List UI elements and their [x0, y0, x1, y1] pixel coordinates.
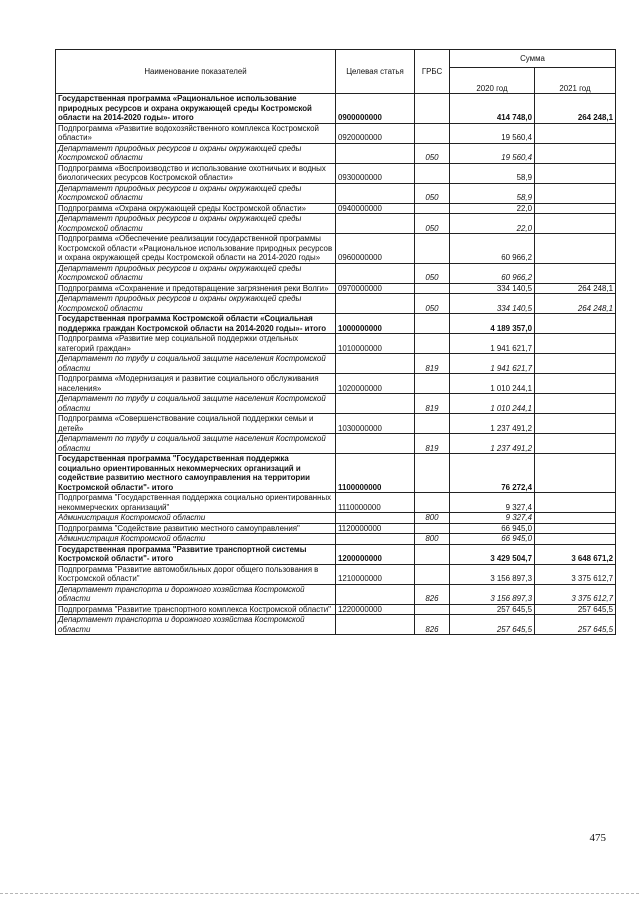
- row-code-cell: 1210000000: [336, 564, 415, 584]
- program-total-row: [56, 544, 616, 564]
- row-amount-2020-cell: 22,0: [450, 203, 535, 214]
- row-amount-2020-cell: 19 560,4: [450, 143, 535, 163]
- row-amount-2020-cell: 334 140,5: [450, 294, 535, 314]
- department-row: [56, 394, 616, 414]
- row-code-cell: [336, 534, 415, 545]
- header-year-2020: 2020 год: [450, 68, 535, 94]
- department-row: [56, 584, 616, 604]
- row-name-cell: Департамент по труду и социальной защите населения Костромской области: [56, 434, 336, 454]
- department-row: [56, 183, 616, 203]
- row-amount-2020-cell: 60 966,2: [450, 234, 535, 264]
- subprogram-row: [56, 374, 616, 394]
- row-name-cell: Подпрограмма «Обеспечение реализации государственной программы Костромской области «Рациональное использование природных ресурсов и охрана окружающей среды Костромской области на 2014-2020 годы»: [56, 234, 336, 264]
- row-amount-2020-cell: 1 010 244,1: [450, 394, 535, 414]
- row-amount-2021-cell: [535, 214, 616, 234]
- row-amount-2020-cell: 257 645,5: [450, 615, 535, 635]
- row-grbs-cell: [415, 234, 450, 264]
- row-amount-2020-cell: 60 966,2: [450, 263, 535, 283]
- table-body: [56, 94, 616, 635]
- row-name-cell: Государственная программа Костромской области «Социальная поддержка граждан Костромской области на 2014-2020 годы»- итого: [56, 314, 336, 334]
- row-amount-2020-cell: 334 140,5: [450, 283, 535, 294]
- row-code-cell: [336, 294, 415, 314]
- row-grbs-cell: [415, 94, 450, 124]
- row-amount-2021-cell: [535, 143, 616, 163]
- subprogram-row: [56, 163, 616, 183]
- row-amount-2021-cell: [535, 183, 616, 203]
- table-header: [56, 50, 616, 94]
- row-amount-2021-cell: [535, 454, 616, 493]
- row-amount-2021-cell: 264 248,1: [535, 94, 616, 124]
- row-name-cell: Департамент природных ресурсов и охраны окружающей среды Костромской области: [56, 183, 336, 203]
- row-amount-2020-cell: 1 237 491,2: [450, 434, 535, 454]
- row-grbs-cell: [415, 564, 450, 584]
- row-grbs-cell: [415, 123, 450, 143]
- row-amount-2021-cell: 257 645,5: [535, 615, 616, 635]
- row-code-cell: 1220000000: [336, 604, 415, 615]
- row-grbs-cell: [415, 334, 450, 354]
- row-name-cell: Подпрограмма "Содействие развитию местного самоуправления": [56, 523, 336, 534]
- row-name-cell: Подпрограмма "Развитие автомобильных дорог общего пользования в Костромской области": [56, 564, 336, 584]
- department-row: [56, 143, 616, 163]
- subprogram-row: [56, 414, 616, 434]
- department-row: [56, 214, 616, 234]
- row-amount-2020-cell: 1 010 244,1: [450, 374, 535, 394]
- row-amount-2020-cell: 3 429 504,7: [450, 544, 535, 564]
- department-row: [56, 434, 616, 454]
- row-code-cell: [336, 513, 415, 524]
- row-amount-2020-cell: 257 645,5: [450, 604, 535, 615]
- row-amount-2021-cell: [535, 414, 616, 434]
- row-code-cell: 1100000000: [336, 454, 415, 493]
- row-amount-2020-cell: 58,9: [450, 183, 535, 203]
- row-amount-2021-cell: 3 648 671,2: [535, 544, 616, 564]
- row-amount-2021-cell: [535, 523, 616, 534]
- row-code-cell: 0930000000: [336, 163, 415, 183]
- subprogram-row: [56, 493, 616, 513]
- row-name-cell: Департамент транспорта и дорожного хозяйства Костромской области: [56, 615, 336, 635]
- row-name-cell: Государственная программа "Государственная поддержка социально ориентированных некоммерческих организаций и содействие развитию местного самоуправления на территории Костромской области"- итого: [56, 454, 336, 493]
- row-amount-2021-cell: 264 248,1: [535, 283, 616, 294]
- row-code-cell: [336, 143, 415, 163]
- row-amount-2021-cell: [535, 163, 616, 183]
- row-grbs-cell: 800: [415, 513, 450, 524]
- row-code-cell: 0920000000: [336, 123, 415, 143]
- row-code-cell: 1010000000: [336, 334, 415, 354]
- row-amount-2021-cell: [535, 394, 616, 414]
- row-grbs-cell: [415, 374, 450, 394]
- row-grbs-cell: [415, 203, 450, 214]
- row-name-cell: Подпрограмма «Развитие мер социальной поддержки отдельных категорий граждан»: [56, 334, 336, 354]
- row-amount-2021-cell: [535, 334, 616, 354]
- subprogram-row: [56, 234, 616, 264]
- row-name-cell: Администрация Костромской области: [56, 534, 336, 545]
- page-number: 475: [589, 832, 606, 844]
- row-grbs-cell: 050: [415, 263, 450, 283]
- row-amount-2021-cell: 257 645,5: [535, 604, 616, 615]
- row-code-cell: [336, 354, 415, 374]
- row-code-cell: 0960000000: [336, 234, 415, 264]
- row-amount-2020-cell: 9 327,4: [450, 493, 535, 513]
- row-name-cell: Подпрограмма «Развитие водохозяйственного комплекса Костромской области»: [56, 123, 336, 143]
- header-name: Наименование показателей: [56, 50, 336, 94]
- row-grbs-cell: 819: [415, 434, 450, 454]
- row-name-cell: Департамент природных ресурсов и охраны окружающей среды Костромской области: [56, 214, 336, 234]
- row-code-cell: [336, 615, 415, 635]
- header-code: Целевая статья: [336, 50, 415, 94]
- row-grbs-cell: [415, 314, 450, 334]
- row-code-cell: 0940000000: [336, 203, 415, 214]
- row-grbs-cell: [415, 454, 450, 493]
- row-amount-2020-cell: 19 560,4: [450, 123, 535, 143]
- row-grbs-cell: 819: [415, 354, 450, 374]
- row-name-cell: Департамент по труду и социальной защите населения Костромской области: [56, 354, 336, 374]
- department-row: [56, 615, 616, 635]
- row-code-cell: [336, 183, 415, 203]
- subprogram-row: [56, 203, 616, 214]
- department-row: [56, 294, 616, 314]
- row-code-cell: [336, 263, 415, 283]
- row-code-cell: 1030000000: [336, 414, 415, 434]
- row-code-cell: 1200000000: [336, 544, 415, 564]
- row-amount-2020-cell: 3 156 897,3: [450, 564, 535, 584]
- row-grbs-cell: 050: [415, 183, 450, 203]
- row-code-cell: 0970000000: [336, 283, 415, 294]
- row-amount-2021-cell: [535, 354, 616, 374]
- row-amount-2020-cell: 4 189 357,0: [450, 314, 535, 334]
- row-name-cell: Подпрограмма «Охрана окружающей среды Костромской области»: [56, 203, 336, 214]
- row-grbs-cell: 050: [415, 294, 450, 314]
- header-grbs: ГРБС: [415, 50, 450, 94]
- program-total-row: [56, 314, 616, 334]
- header-year-2021: 2021 год: [535, 68, 616, 94]
- row-amount-2020-cell: 3 156 897,3: [450, 584, 535, 604]
- department-row: [56, 513, 616, 524]
- subprogram-row: [56, 523, 616, 534]
- subprogram-row: [56, 604, 616, 615]
- row-amount-2020-cell: 76 272,4: [450, 454, 535, 493]
- row-grbs-cell: 826: [415, 584, 450, 604]
- row-amount-2020-cell: 66 945,0: [450, 534, 535, 545]
- row-name-cell: Департамент транспорта и дорожного хозяйства Костромской области: [56, 584, 336, 604]
- row-grbs-cell: [415, 544, 450, 564]
- row-name-cell: Государственная программа "Развитие транспортной системы Костромской области"- итого: [56, 544, 336, 564]
- subprogram-row: [56, 334, 616, 354]
- row-name-cell: Администрация Костромской области: [56, 513, 336, 524]
- row-name-cell: Департамент природных ресурсов и охраны окружающей среды Костромской области: [56, 263, 336, 283]
- budget-table: [55, 49, 616, 635]
- row-code-cell: [336, 214, 415, 234]
- row-amount-2021-cell: [535, 513, 616, 524]
- row-amount-2021-cell: [535, 493, 616, 513]
- row-name-cell: Департамент природных ресурсов и охраны окружающей среды Костромской области: [56, 143, 336, 163]
- row-amount-2020-cell: 1 941 621,7: [450, 354, 535, 374]
- row-amount-2020-cell: 9 327,4: [450, 513, 535, 524]
- subprogram-row: [56, 123, 616, 143]
- subprogram-row: [56, 564, 616, 584]
- row-amount-2020-cell: 414 748,0: [450, 94, 535, 124]
- row-code-cell: 1000000000: [336, 314, 415, 334]
- row-amount-2021-cell: [535, 434, 616, 454]
- row-grbs-cell: [415, 283, 450, 294]
- row-grbs-cell: [415, 163, 450, 183]
- row-amount-2020-cell: 22,0: [450, 214, 535, 234]
- row-amount-2021-cell: [535, 123, 616, 143]
- row-amount-2021-cell: 3 375 612,7: [535, 584, 616, 604]
- row-amount-2021-cell: [535, 203, 616, 214]
- department-row: [56, 534, 616, 545]
- bottom-divider: [0, 893, 639, 894]
- row-amount-2021-cell: [535, 534, 616, 545]
- row-amount-2021-cell: [535, 374, 616, 394]
- row-code-cell: 1020000000: [336, 374, 415, 394]
- row-grbs-cell: 826: [415, 615, 450, 635]
- row-code-cell: 1110000000: [336, 493, 415, 513]
- row-amount-2021-cell: 3 375 612,7: [535, 564, 616, 584]
- row-amount-2021-cell: 264 248,1: [535, 294, 616, 314]
- program-total-row: [56, 94, 616, 124]
- row-grbs-cell: [415, 523, 450, 534]
- row-amount-2020-cell: 66 945,0: [450, 523, 535, 534]
- row-amount-2020-cell: 58,9: [450, 163, 535, 183]
- row-name-cell: Подпрограмма «Сохранение и предотвращение загрязнения реки Волги»: [56, 283, 336, 294]
- row-name-cell: Подпрограмма "Развитие транспортного комплекса Костромской области": [56, 604, 336, 615]
- department-row: [56, 354, 616, 374]
- row-grbs-cell: [415, 414, 450, 434]
- row-amount-2021-cell: [535, 263, 616, 283]
- row-grbs-cell: 819: [415, 394, 450, 414]
- subprogram-row: [56, 283, 616, 294]
- row-code-cell: [336, 394, 415, 414]
- row-name-cell: Подпрограмма «Воспроизводство и использование охотничьих и водных биологических ресурсов Костромской области»: [56, 163, 336, 183]
- row-code-cell: 1120000000: [336, 523, 415, 534]
- row-grbs-cell: [415, 604, 450, 615]
- row-amount-2021-cell: [535, 234, 616, 264]
- row-name-cell: Департамент природных ресурсов и охраны окружающей среды Костромской области: [56, 294, 336, 314]
- row-grbs-cell: 800: [415, 534, 450, 545]
- row-grbs-cell: 050: [415, 214, 450, 234]
- row-name-cell: Подпрограмма «Модернизация и развитие социального обслуживания населения»: [56, 374, 336, 394]
- row-grbs-cell: [415, 493, 450, 513]
- row-name-cell: Департамент по труду и социальной защите населения Костромской области: [56, 394, 336, 414]
- row-amount-2020-cell: 1 237 491,2: [450, 414, 535, 434]
- row-grbs-cell: 050: [415, 143, 450, 163]
- program-total-row: [56, 454, 616, 493]
- row-amount-2021-cell: [535, 314, 616, 334]
- row-name-cell: Подпрограмма «Совершенствование социальной поддержки семьи и детей»: [56, 414, 336, 434]
- row-name-cell: Государственная программа «Рациональное использование природных ресурсов и охрана окружающей среды Костромской области на 2014-2020 годы»- итого: [56, 94, 336, 124]
- department-row: [56, 263, 616, 283]
- row-code-cell: [336, 584, 415, 604]
- row-name-cell: Подпрограмма "Государственная поддержка социально ориентированных некоммерческих организаций": [56, 493, 336, 513]
- row-amount-2020-cell: 1 941 621,7: [450, 334, 535, 354]
- row-code-cell: 0900000000: [336, 94, 415, 124]
- row-code-cell: [336, 434, 415, 454]
- header-sum: Сумма: [450, 50, 616, 68]
